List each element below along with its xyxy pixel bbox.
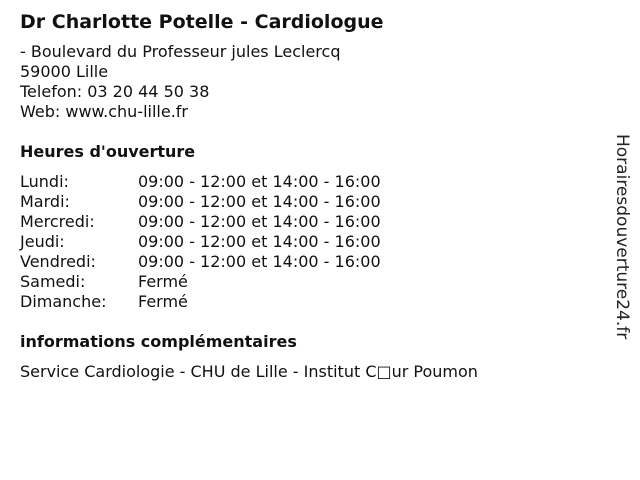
hours-row-saturday [20,272,600,292]
day-label: Mardi: [20,192,70,211]
time-value: 09:00 - 12:00 et 14:00 - 16:00 [138,252,381,271]
page-title: Dr Charlotte Potelle - Cardiologue [20,11,384,33]
hours-row-friday [20,252,600,272]
time-value: Fermé [138,272,188,291]
hours-row-wednesday [20,212,600,232]
additional-info-heading: informations complémentaires [20,332,297,351]
address-block [20,42,600,122]
day-label: Dimanche: [20,292,107,311]
day-label: Jeudi: [20,232,65,251]
time-value: 09:00 - 12:00 et 14:00 - 16:00 [138,212,381,231]
address-city: 59000 Lille [20,62,109,81]
website: Web: www.chu-lille.fr [20,102,189,121]
page-content [20,9,600,382]
site-watermark: Horairesdouverture24.fr [612,134,632,340]
time-value: 09:00 - 12:00 et 14:00 - 16:00 [138,172,381,191]
hours-row-sunday [20,292,600,312]
hours-row-thursday [20,232,600,252]
address-street: - Boulevard du Professeur jules Leclercq [20,42,341,61]
time-value: Fermé [138,292,188,311]
day-label: Lundi: [20,172,69,191]
day-label: Mercredi: [20,212,95,231]
time-value: 09:00 - 12:00 et 14:00 - 16:00 [138,232,381,251]
day-label: Samedi: [20,272,86,291]
opening-hours-heading: Heures d'ouverture [20,142,196,161]
phone-number: Telefon: 03 20 44 50 38 [20,82,210,101]
day-label: Vendredi: [20,252,96,271]
hours-row-tuesday [20,192,600,212]
additional-info-text: Service Cardiologie - CHU de Lille - Institut C□ur Poumon [20,362,478,381]
time-value: 09:00 - 12:00 et 14:00 - 16:00 [138,192,381,211]
opening-hours-list [20,172,600,312]
hours-row-monday [20,172,600,192]
